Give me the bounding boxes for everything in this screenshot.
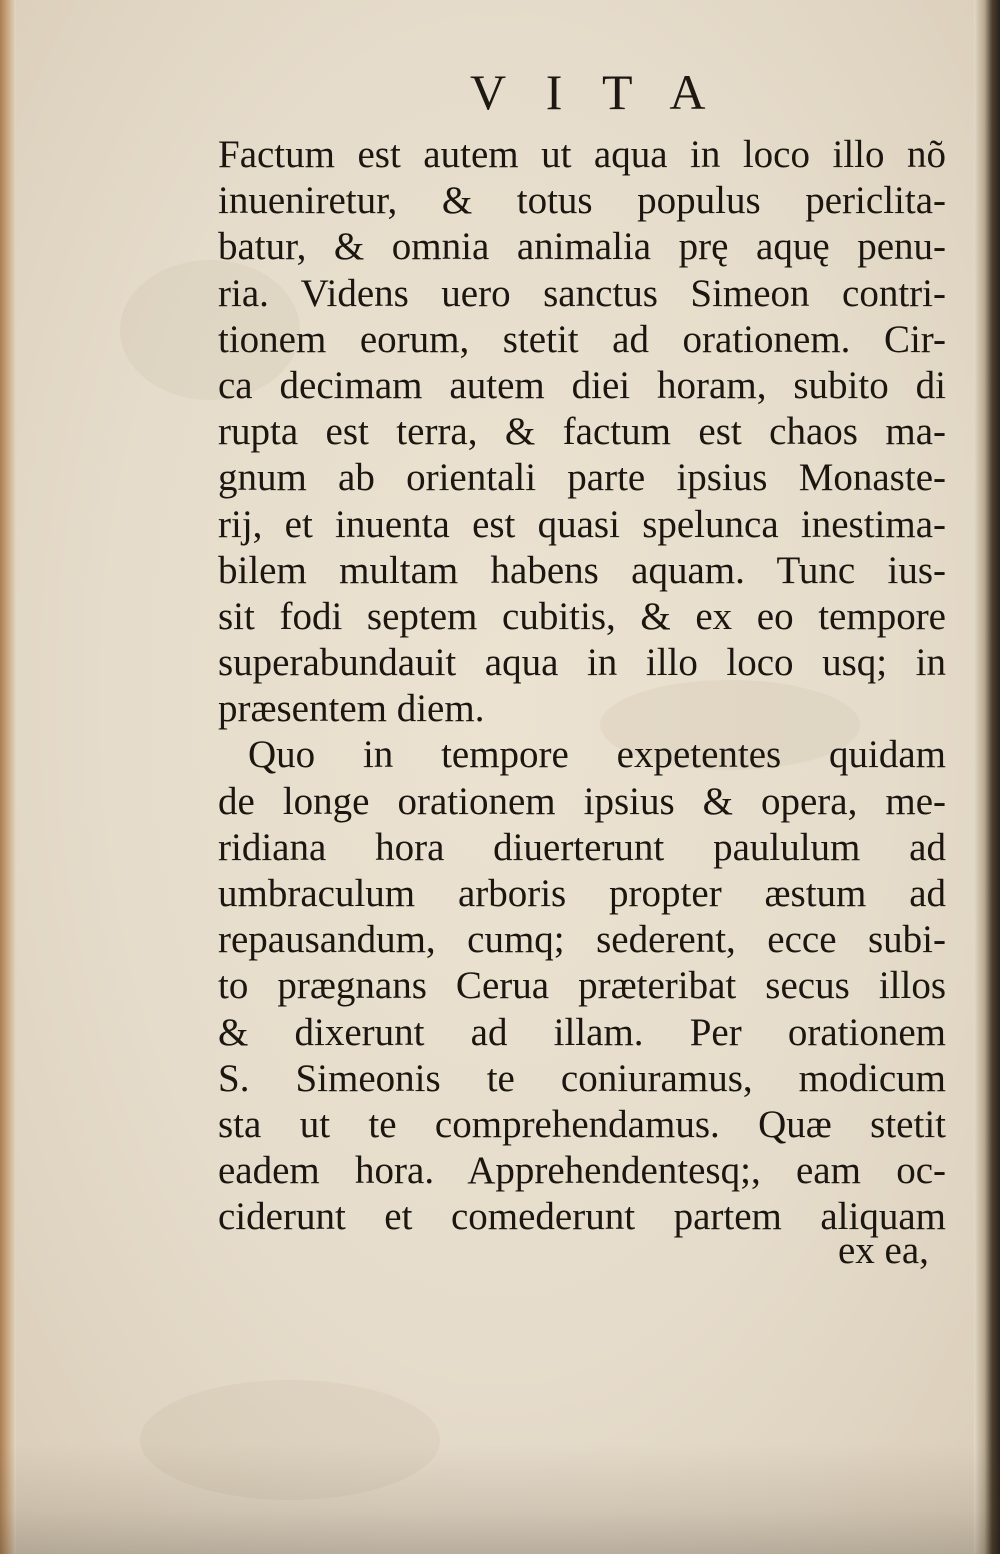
text-line: batur, & omnia animalia prę aquę penu- <box>218 225 946 269</box>
text-line: rupta est terra, & factum est chaos ma- <box>218 410 946 454</box>
text-line: de longe orationem ipsius & opera, me- <box>218 779 946 823</box>
text-line: gnum ab orientali parte ipsius Monaste- <box>218 456 946 500</box>
text-line: eadem hora. Apprehendentesq;, eam oc- <box>218 1149 946 1193</box>
text-line: & dixerunt ad illam. Per orationem <box>218 1010 946 1054</box>
text-line: præsentem diem. <box>218 687 485 731</box>
text-line: S. Simeonis te coniuramus, modicum <box>218 1056 946 1100</box>
text-line: superabundauit aqua in illo loco usq; in <box>218 641 946 685</box>
text-line: sta ut te comprehendamus. Quæ stetit <box>218 1102 946 1146</box>
page-bottom-shadow <box>0 1444 1000 1554</box>
text-line: Quo in tempore expetentes quidam <box>248 733 946 777</box>
text-line: ca decimam autem diei horam, subito di <box>218 363 946 407</box>
running-head: V I T A <box>470 64 720 120</box>
text-line: ciderunt et comederunt partem aliquam <box>218 1195 946 1239</box>
catchword: ex ea, <box>838 1229 929 1272</box>
text-line: tionem eorum, stetit ad orationem. Cir- <box>218 317 946 361</box>
text-line: to prægnans Cerua præteribat secus illos <box>218 964 946 1008</box>
text-line: repausandum, cumq; sederent, ecce subi- <box>218 918 946 962</box>
text-line: ria. Videns uero sanctus Simeon contri- <box>218 271 946 315</box>
text-line: bilem multam habens aquam. Tunc ius- <box>218 548 946 592</box>
text-line: inueniretur, & totus populus periclita- <box>218 179 946 223</box>
body-text <box>218 132 946 1241</box>
text-line: Factum est autem ut aqua in loco illo nõ <box>218 133 946 176</box>
text-line: rij, et inuenta est quasi spelunca inestima- <box>218 502 946 546</box>
text-line: ridiana hora diuerterunt paululum ad <box>218 825 946 869</box>
page-left-edge <box>0 0 16 1554</box>
page-right-edge <box>974 0 1000 1554</box>
text-line: umbraculum arboris propter æstum ad <box>218 872 946 915</box>
text-line: sit fodi septem cubitis, & ex eo tempore <box>218 594 946 638</box>
